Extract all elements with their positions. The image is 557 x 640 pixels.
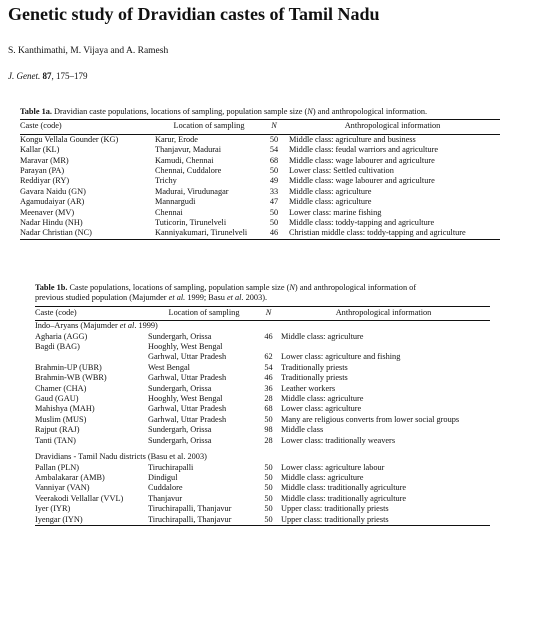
table-1a-grid: [20, 119, 500, 239]
cell-caste: Agharia (AGG): [35, 331, 88, 341]
cell-caste: Brahmin-UP (UBR): [35, 362, 102, 372]
cell-caste: Meenaver (MV): [20, 207, 75, 217]
cell-info: Middle class: agriculture and business: [289, 134, 416, 144]
cell-info: [277, 342, 490, 352]
cell-n: 33: [269, 186, 279, 196]
table-1a-caption: Table 1a. Dravidian caste populations, locations of sampling, population sample size (N) and anthropological information.: [20, 107, 428, 116]
cell-caste: Vanniyar (VAN): [35, 483, 90, 493]
table-row: [20, 228, 500, 239]
table-row: [35, 415, 490, 425]
cell-location: Tiruchirapalli: [148, 462, 194, 472]
table-row: [20, 145, 500, 155]
cell-caste: [35, 352, 148, 362]
table-row: [35, 384, 490, 394]
cell-caste: Iyer (IYR): [35, 504, 71, 514]
cell-n: 50: [269, 207, 279, 217]
table-1b-caption: Table 1b. Caste populations, locations of sampling, population sample size (N) and anthropological information of previous studied population (Majumder et al. 1999; Basu et al. 2003).: [35, 283, 417, 303]
table-row: [35, 425, 490, 435]
cell-location: Sundergarh, Orissa: [148, 425, 212, 435]
cell-n: 50: [264, 472, 273, 482]
cell-location: Tuticorin, Tirunelveli: [155, 218, 227, 228]
paper-title: Genetic study of Dravidian castes of Tamil Nadu: [8, 4, 380, 24]
table-row: [20, 156, 500, 166]
cell-info: Middle class: agriculture: [281, 331, 364, 341]
cell-caste: Brahmin-WB (WBR): [35, 373, 107, 383]
cell-caste: Rajput (RAJ): [35, 425, 80, 435]
cell-caste: Iyengar (IYN): [35, 514, 83, 524]
cell-n: 54: [269, 145, 279, 155]
cell-n: 50: [269, 166, 279, 176]
table-row: [20, 197, 500, 207]
cell-caste: Bagdi (BAG): [35, 342, 80, 352]
cell-caste: Nadar Christian (NC): [20, 228, 92, 238]
cell-n: 50: [264, 414, 273, 424]
cell-info: Middle class: agriculture: [281, 394, 364, 404]
cell-location: Garhwal, Uttar Pradesh: [148, 352, 227, 362]
cell-location: Chennai: [155, 207, 183, 217]
cell-caste: Maravar (MR): [20, 155, 69, 165]
cell-info: Middle class: feudal warriors and agriculture: [289, 145, 439, 155]
cell-location: Hooghly, West Bengal: [148, 394, 223, 404]
cell-n: 46: [264, 373, 273, 383]
cell-n: 98: [264, 425, 273, 435]
cell-location: Kanniyakumari, Tirunelveli: [155, 228, 248, 238]
cell-location: Karur, Erode: [155, 134, 198, 144]
citation: [8, 71, 87, 81]
cell-info: Traditionally priests: [281, 362, 348, 372]
cell-location: West Bengal: [148, 362, 190, 372]
header-caste: Caste (code): [20, 121, 62, 131]
journal-name: J. Genet.: [8, 71, 41, 81]
table-row: [35, 463, 490, 473]
cell-n: 49: [269, 176, 279, 186]
cell-n: 50: [264, 483, 273, 493]
cell-info: Leather workers: [281, 383, 336, 393]
cell-caste: Pallan (PLN): [35, 462, 80, 472]
table-1b: [35, 283, 490, 526]
cell-info: Middle class: agriculture: [289, 197, 372, 207]
table-1a: [20, 107, 500, 240]
cell-n: 50: [264, 493, 273, 503]
cell-location: Dindigul: [148, 472, 178, 482]
cell-info: Middle class: agriculture: [289, 186, 372, 196]
table-row: [35, 515, 490, 526]
cell-location: Garhwal, Uttar Pradesh: [148, 404, 227, 414]
cell-info: Upper class: traditionally priests: [281, 504, 389, 514]
cell-location: Garhwal, Uttar Pradesh: [148, 414, 227, 424]
header-location: Location of sampling: [168, 307, 240, 317]
cell-n: 68: [264, 404, 273, 414]
cell-n: 47: [269, 197, 279, 207]
cell-n: 46: [269, 228, 279, 238]
cell-info: Lower class: marine fishing: [289, 207, 382, 217]
header-location: Location of sampling: [173, 121, 245, 131]
table-1b-grid: [35, 306, 490, 526]
table-header-row: [35, 306, 490, 320]
header-n: N: [265, 307, 272, 317]
header-info: Anthropological information: [344, 121, 441, 131]
cell-location: Thanjavur: [148, 493, 183, 503]
cell-caste: Kongu Vellala Gounder (KG): [20, 134, 119, 144]
table-row: [20, 166, 500, 176]
table-header-row: [20, 120, 500, 134]
cell-info: Middle class: agriculture: [281, 472, 364, 482]
table-row: [20, 208, 500, 218]
cell-n: 50: [269, 134, 279, 144]
table-row: [35, 483, 490, 493]
cell-n: 68: [269, 155, 279, 165]
cell-location: Sundergarh, Orissa: [148, 435, 212, 445]
group-heading-dravidians: Dravidians - Tamil Nadu districts (Basu et al. 2003): [35, 452, 207, 462]
cell-info: Middle class: traditionally agriculture: [281, 493, 407, 503]
table-row: [35, 373, 490, 383]
table-row: [35, 342, 490, 352]
cell-n: 28: [264, 394, 273, 404]
cell-n: 36: [264, 383, 273, 393]
journal-pages: , 175–179: [51, 71, 88, 81]
cell-caste: Parayan (PA): [20, 166, 65, 176]
table-row: [20, 176, 500, 186]
cell-info: Middle class: traditionally agriculture: [281, 483, 407, 493]
cell-info: Middle class: wage labourer and agriculture: [289, 176, 435, 186]
cell-info: Christian middle class: toddy-tapping and agriculture: [289, 228, 466, 238]
cell-location: Cuddalore: [148, 483, 183, 493]
cell-location: Tiruchirapalli, Thanjavur: [148, 504, 232, 514]
cell-info: Lower class: traditionally weavers: [281, 435, 396, 445]
cell-n: 28: [264, 435, 273, 445]
cell-n: 50: [264, 514, 273, 524]
group-heading-indo-aryans: Indo–Aryans (Majumder et al. 1999): [35, 321, 158, 331]
cell-info: Middle class: wage labourer and agriculture: [289, 155, 435, 165]
cell-location: Mannargudi: [155, 197, 196, 207]
cell-location: Kamudi, Chennai: [155, 155, 214, 165]
authors: S. Kanthimathi, M. Vijaya and A. Ramesh: [8, 46, 169, 56]
table-row: [20, 218, 500, 228]
cell-n: 50: [269, 218, 279, 228]
table-row: [35, 332, 490, 342]
cell-info: Lower class: agriculture: [281, 404, 362, 414]
cell-location: Thanjavur, Madurai: [155, 145, 222, 155]
table-row: [35, 504, 490, 514]
cell-location: Madurai, Virudunagar: [155, 186, 229, 196]
cell-n: [260, 342, 277, 352]
cell-location: Chennai, Cuddalore: [155, 166, 222, 176]
cell-n: 62: [264, 352, 273, 362]
cell-info: Middle class: [281, 425, 324, 435]
cell-caste: Gavara Naidu (GN): [20, 186, 86, 196]
cell-n: 50: [264, 504, 273, 514]
cell-n: 50: [264, 462, 273, 472]
cell-n: 54: [264, 362, 273, 372]
cell-location: Garhwal, Uttar Pradesh: [148, 373, 227, 383]
cell-info: Many are religious converts from lower social groups: [281, 414, 460, 424]
cell-info: Traditionally priests: [281, 373, 348, 383]
table-row: [20, 187, 500, 197]
table-row: [35, 352, 490, 362]
cell-caste: Nadar Hindu (NH): [20, 218, 83, 228]
table-row: [35, 473, 490, 483]
cell-info: Lower class: Settled cultivation: [289, 166, 394, 176]
cell-caste: Muslim (MUS): [35, 414, 87, 424]
cell-location: Hooghly, West Bengal: [148, 342, 223, 352]
cell-caste: Agamudaiyar (AR): [20, 197, 85, 207]
table-row: [35, 436, 490, 446]
table-row: [35, 363, 490, 373]
table-row: [35, 494, 490, 504]
cell-caste: Ambalakarar (AMB): [35, 472, 105, 482]
cell-location: Sundergarh, Orissa: [148, 331, 212, 341]
table-row: [35, 394, 490, 404]
table-row: [20, 134, 500, 145]
header-info: Anthropological information: [335, 307, 432, 317]
cell-info: Upper class: traditionally priests: [281, 514, 389, 524]
header-n: N: [271, 121, 277, 131]
cell-info: Middle class: toddy-tapping and agriculture: [289, 218, 435, 228]
cell-location: Tiruchirapalli, Thanjavur: [148, 514, 232, 524]
cell-caste: Veerakodi Vellallar (VVL): [35, 493, 124, 503]
cell-caste: Kallar (KL): [20, 145, 60, 155]
cell-caste: Mahishya (MAH): [35, 404, 95, 414]
cell-info: Lower class: agriculture labour: [281, 462, 385, 472]
cell-info: Lower class: agriculture and fishing: [281, 352, 401, 362]
cell-caste: Gaud (GAU): [35, 394, 79, 404]
cell-n: 46: [264, 331, 273, 341]
cell-caste: Tanti (TAN): [35, 435, 76, 445]
cell-caste: Chamer (CHA): [35, 383, 87, 393]
header-caste: Caste (code): [35, 307, 77, 317]
cell-location: Sundergarh, Orissa: [148, 383, 212, 393]
cell-caste: Reddiyar (RY): [20, 176, 70, 186]
table-row: [35, 404, 490, 414]
cell-location: Trichy: [155, 176, 177, 186]
journal-volume: 87: [42, 71, 52, 81]
